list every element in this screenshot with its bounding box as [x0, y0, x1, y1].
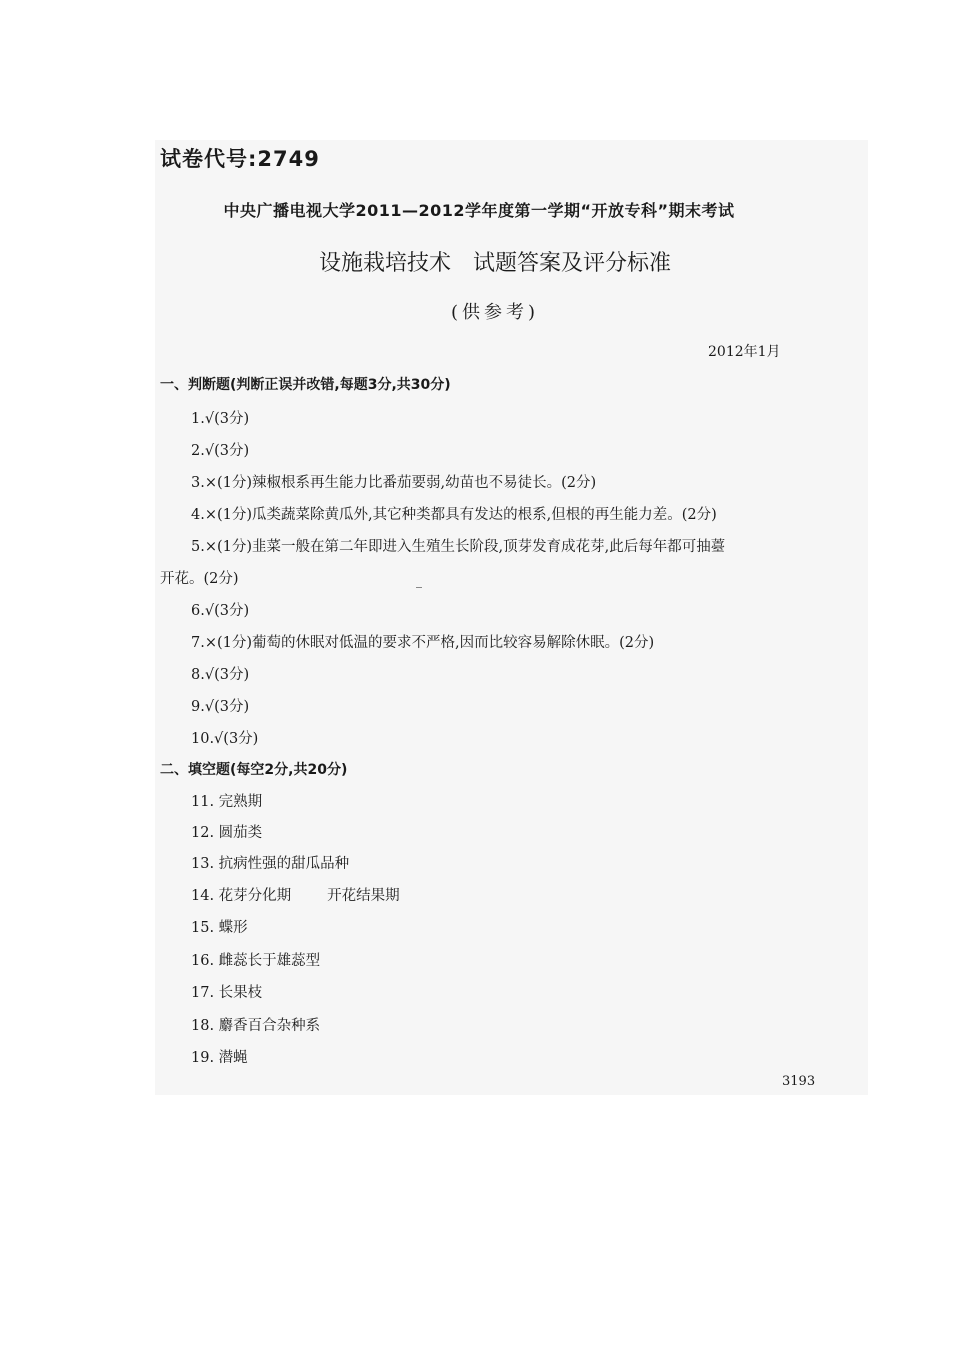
- fill-item-answer-2: 开花结果期: [327, 888, 400, 904]
- scan-speck: [416, 587, 422, 588]
- fill-item: [191, 821, 262, 842]
- answer-item: 3.×(1分)辣椒根系再生能力比番茄要弱,幼苗也不易徒长。(2分): [191, 475, 597, 491]
- fill-item-answer: 长果枝: [218, 985, 263, 1001]
- fill-item: [191, 1014, 320, 1035]
- fill-item-number: 17.: [191, 985, 215, 1001]
- fill-item-answer: 抗病性强的甜瓜品种: [218, 856, 350, 872]
- fill-item-number: 13.: [191, 856, 215, 872]
- section-heading-fill-blank: 二、填空题(每空2分,共20分): [160, 762, 348, 778]
- document-date: 2012年1月: [708, 344, 781, 360]
- fill-item-answer: 雌蕊长于雄蕊型: [218, 953, 321, 969]
- fill-item: [191, 790, 262, 811]
- answer-item: 9.√(3分): [191, 699, 250, 715]
- fill-item-answer: 麝香百合杂种系: [218, 1018, 321, 1034]
- document-subtitle: (供参考): [450, 302, 540, 323]
- fill-item: [191, 981, 262, 1002]
- fill-item-answer: 圆茄类: [218, 825, 263, 841]
- answer-item: 2.√(3分): [191, 443, 250, 459]
- fill-item-number: 15.: [191, 920, 215, 936]
- answer-item: 7.×(1分)葡萄的休眠对低温的要求不严格,因而比较容易解除休眠。(2分): [191, 635, 655, 651]
- answer-item: 1.√(3分): [191, 411, 250, 427]
- section-heading-true-false: 一、判断题(判断正误并改错,每题3分,共30分): [160, 377, 451, 393]
- fill-item-answer: 完熟期: [218, 794, 263, 810]
- fill-item-answer: 花芽分化期: [218, 888, 292, 904]
- fill-item-number: 19.: [191, 1050, 215, 1066]
- answer-item: 6.√(3分): [191, 603, 250, 619]
- answer-item: 10.√(3分): [191, 731, 259, 747]
- fill-item-number: 18.: [191, 1018, 215, 1034]
- document-title: 设施栽培技术 试题答案及评分标准: [318, 251, 671, 276]
- exam-code: 试卷代号:2749: [160, 147, 320, 171]
- fill-item: [191, 1046, 248, 1067]
- fill-item-number: 16.: [191, 953, 215, 969]
- fill-item-answer: 潜蝇: [218, 1050, 248, 1066]
- fill-item-number: 11.: [191, 794, 215, 810]
- answer-item-continuation: 开花。(2分): [160, 571, 239, 587]
- answer-item: 5.×(1分)韭菜一般在第二年即进入生殖生长阶段,顶芽发育成花芽,此后每年都可抽薹: [191, 539, 726, 555]
- fill-item-number: 14.: [191, 888, 215, 904]
- answer-item: 8.√(3分): [191, 667, 250, 683]
- fill-item-number: 12.: [191, 825, 215, 841]
- fill-item: [191, 949, 320, 970]
- answer-item: 4.×(1分)瓜类蔬菜除黄瓜外,其它种类都具有发达的根系,但根的再生能力差。(2分): [191, 507, 717, 523]
- fill-item: [191, 852, 349, 873]
- fill-item: [191, 916, 248, 937]
- page-number: 3193: [782, 1074, 816, 1089]
- exam-header: 中央广播电视大学2011—2012学年度第一学期“开放专科”期末考试: [223, 201, 735, 220]
- fill-item: [191, 884, 400, 905]
- fill-item-answer: 蝶形: [218, 920, 248, 936]
